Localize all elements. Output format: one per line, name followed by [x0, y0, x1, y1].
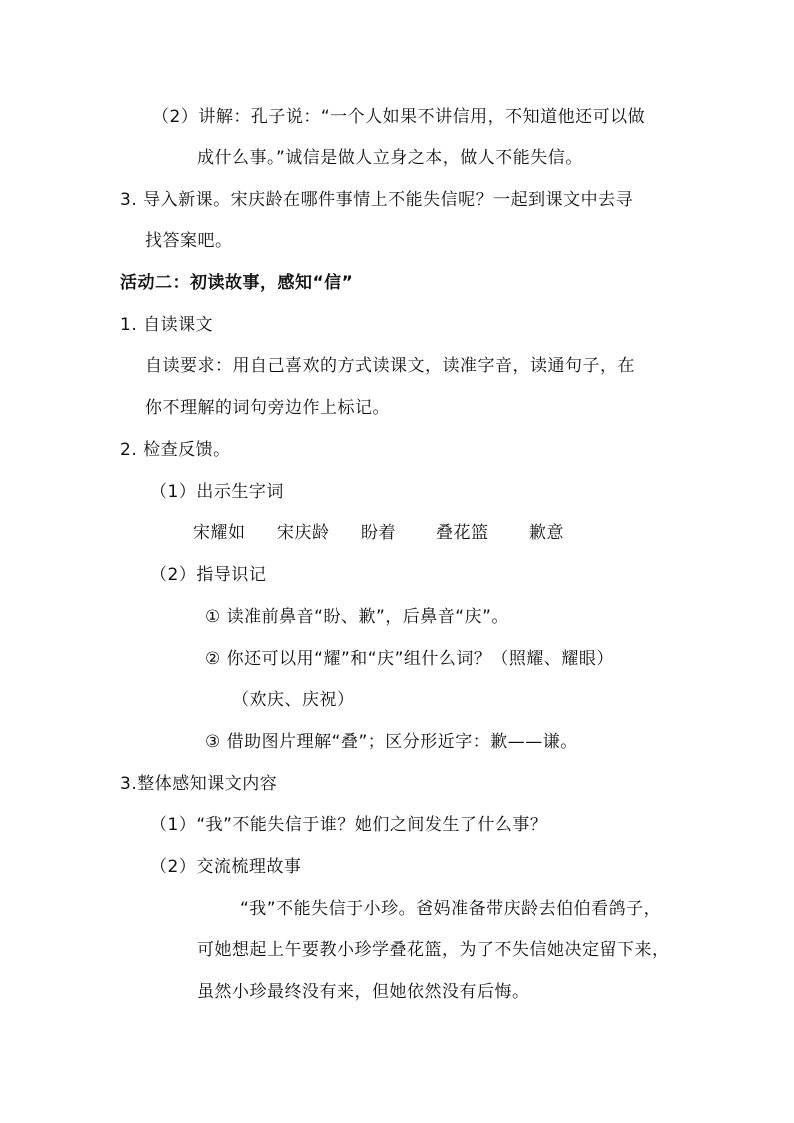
self-read-requirement-2: 你不理解的词句旁边作上标记。 — [145, 398, 390, 418]
story-summary-line-2: 可她想起上午要教小珍学叠花篮，为了不失信她决定留下来， — [197, 940, 670, 960]
explanation-line-1: （2）讲解：孔子说：“一个人如果不讲信用，不知道他还可以做 — [152, 107, 646, 127]
story-summary-heading: （2）交流梳理故事 — [150, 857, 302, 877]
intro-line-1: 3. 导入新课。宋庆龄在哪件事情上不能失信呢？一起到课文中去寻 — [120, 190, 634, 210]
story-summary-line-3: 虽然小珍最终没有来，但她依然没有后悔。 — [197, 982, 530, 1002]
show-new-words-heading: （1）出示生字词 — [150, 482, 284, 502]
guide-item-1: ① 读准前鼻音“盼、歉”，后鼻音“庆”。 — [205, 607, 509, 627]
activity-two-heading: 活动二：初读故事，感知“信” — [120, 273, 354, 293]
guide-item-3: ③ 借助图片理解“叠”；区分形近字：歉——谦。 — [205, 732, 578, 752]
self-read-heading: 1. 自读课文 — [120, 315, 214, 335]
intro-line-2: 找答案吧。 — [145, 231, 233, 251]
vocab-word: 盼着 — [361, 523, 396, 543]
vocab-word: 宋耀如 — [193, 523, 246, 543]
question-line: （1）“我”不能失信于谁？她们之间发生了什么事？ — [150, 815, 548, 835]
self-read-requirement-1: 自读要求：用自己喜欢的方式读课文，读准字音，读通句子，在 — [145, 356, 635, 376]
vocab-word: 叠花篮 — [436, 523, 489, 543]
vocab-word: 宋庆龄 — [277, 523, 330, 543]
guide-item-2: ② 你还可以用“耀”和“庆”组什么词？（照耀、耀眼） — [205, 649, 614, 669]
overall-perception-heading: 3.整体感知课文内容 — [120, 774, 278, 794]
guide-memorize-heading: （2）指导识记 — [150, 565, 267, 585]
explanation-line-2: 成什么事。”诚信是做人立身之本，做人不能失信。 — [197, 148, 583, 168]
vocab-word: 歉意 — [529, 523, 564, 543]
story-summary-line-1: “我”不能失信于小珍。爸妈准备带庆龄去伯伯看鸽子， — [240, 899, 662, 919]
check-feedback-heading: 2. 检查反馈。 — [120, 440, 231, 460]
guide-item-2-continued: （欢庆、庆祝） — [232, 690, 355, 710]
